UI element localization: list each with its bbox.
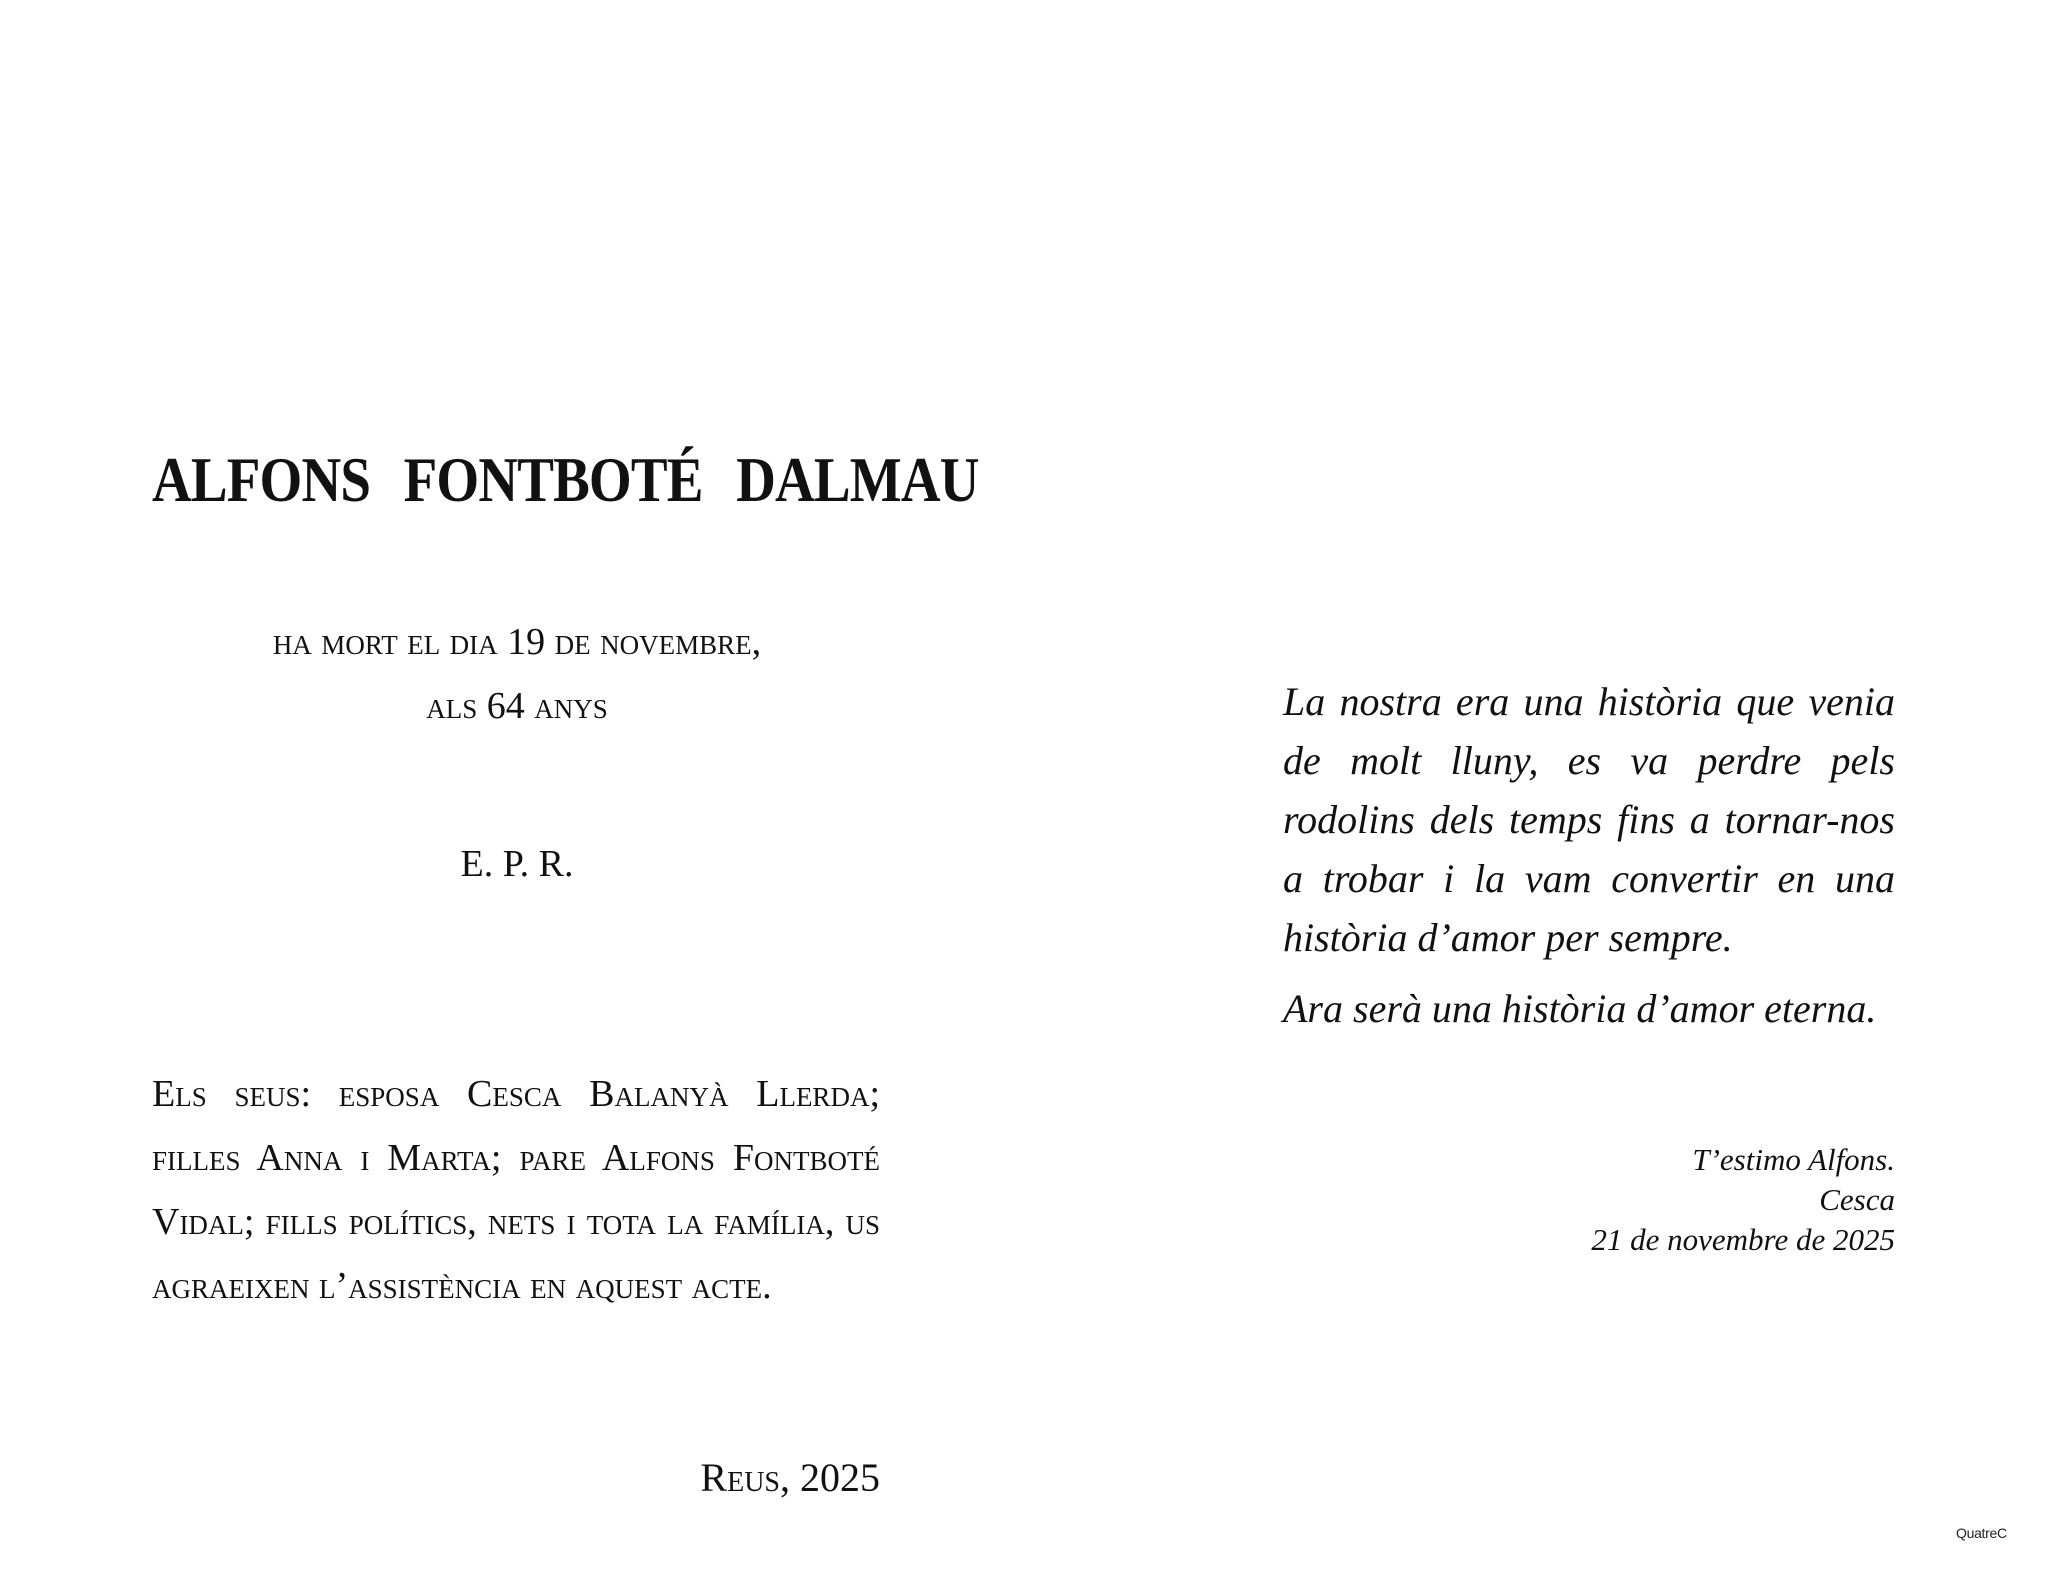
epr-initials: E. P. R. bbox=[460, 843, 574, 885]
right-column bbox=[1283, 672, 1895, 1257]
death-notice-line-2: als 64 anys bbox=[426, 685, 608, 727]
signature-line-1: T’estimo Alfons. bbox=[1692, 1142, 1895, 1177]
place: Reus bbox=[700, 1455, 780, 1500]
dedication-paragraph-2: Ara serà una història d’amor eterna. bbox=[1283, 986, 1877, 1031]
place-date-separator: , bbox=[780, 1455, 800, 1500]
place-date bbox=[152, 1450, 880, 1506]
death-notice bbox=[152, 610, 882, 738]
death-notice-line-1: ha mort el dia 19 de novembre, bbox=[272, 621, 762, 663]
signature-name: Cesca bbox=[1819, 1182, 1895, 1217]
family-acknowledgement: Els seus: esposa Cesca Balanyà Llerda; filles Anna i Marta; pare Alfons Fontboté Vidal; fills polítics, nets i tota la família, us agraeixen l’assistència en aquest acte. bbox=[152, 1073, 880, 1307]
year: 2025 bbox=[800, 1455, 880, 1500]
signature-block bbox=[1283, 1140, 1895, 1260]
left-column bbox=[152, 440, 979, 1500]
printer-mark: QuatreC bbox=[1956, 1525, 2007, 1541]
deceased-name: ALFONS FONTBOTÉ DALMAU bbox=[152, 444, 979, 515]
dedication-paragraph-1: La nostra era una història que venia de molt lluny, es va perdre pels rodolins dels temps fins a tornar-nos a trobar i la vam convertir en una història d’amor per sempre. bbox=[1283, 679, 1895, 960]
signature-date: 21 de novembre de 2025 bbox=[1591, 1222, 1895, 1257]
